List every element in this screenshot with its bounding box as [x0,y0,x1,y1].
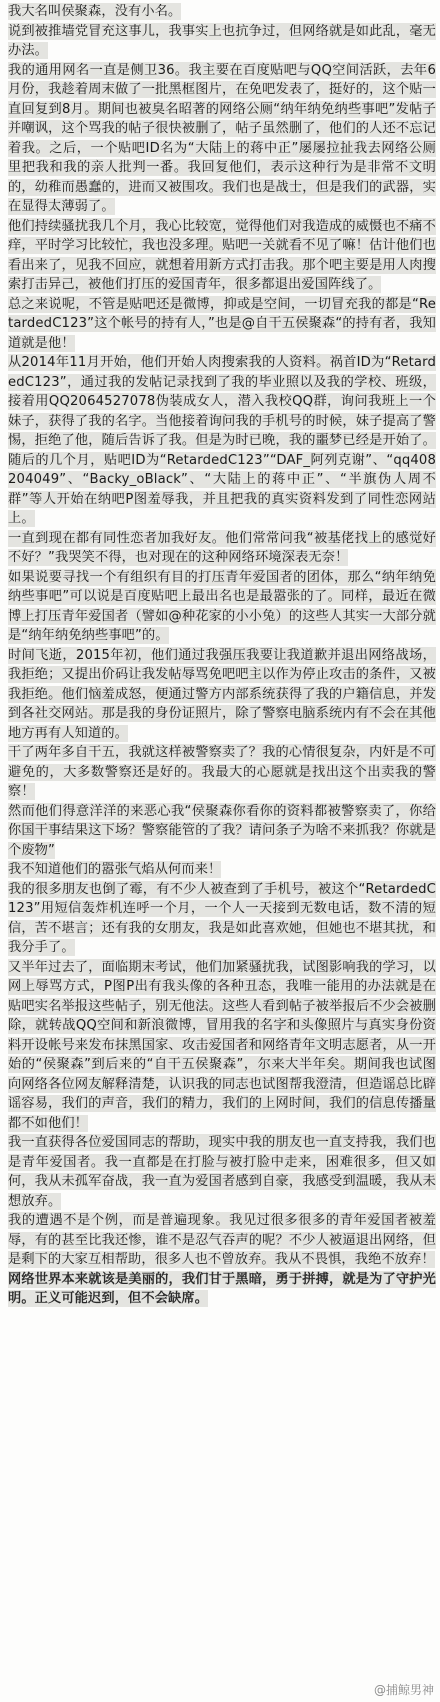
paragraph-12: 我不知道他们的嚣张气焰从何而来！ [8,862,222,877]
closing-statement: 网络世界本来就该是美丽的，我们甘于黑暗，勇于拼搏，就是为了守护光明。正义可能迟到，但不会缺席。 [8,1271,436,1306]
paragraph-1: 我大名叫侯聚森，没有小名。 [8,4,182,19]
paragraph-5: 总之来说呢，不管是贴吧还是微博，抑或是空间，一切冒充我的都是“RetardedC123”这个帐号的持有人，”也是@自干五侯聚森“的持有者，我知道就是他！ [8,296,436,351]
paragraph-15: 我一直获得各位爱国同志的帮助，现实中我的朋友也一直支持我，我们也是青年爱国者。我一直都是在打脸与被打脸中走来，困难很多，但又如何，我从未孤军奋战，我一直为爱国者感到自豪，我感受到温暖，我从未想放弃。 [8,1135,436,1209]
paragraph-6: 从2014年11月开始，他们开始人肉搜索我的人资料。祸首ID为“RetardedC123”，通过我的发帖记录找到了我的毕业照以及我的学校、班级，接着用QQ2064527078伪装成女人，潜入我校QQ群，询问我班上一个妹子，获得了我的名字。当他接着询问我的手机号的时候，妹子提高了警惕，拒绝了他，随后告诉了我。但是为时已晚，我的噩梦已经是开始了。随后的几个月，贴吧ID为“RetardedC123”“DAF_阿列克谢”、“qq408204049”、“Backy_oBlack”、“大陆上的蒋中正”、“半旗伪人周不群”等人开始在纳吧P图羞辱我，并且把我的真实资料发到了同性恋网站上。 [8,355,436,526]
paragraph-8: 如果说要寻找一个有组织有目的打压青年爱国者的团体，那么“纳年纳免纳些事吧”可以说是百度贴吧上最出名也是最嚣张的了。同样，最近在微博上打压青年爱国者（譬如@种花家的小小兔）的这些人其实一大部分就是“纳年纳免纳些事吧”的。 [8,569,436,643]
paragraph-4: 他们持续骚扰我几个月，我心比较宽，觉得他们对我造成的威慑也不痛不痒，平时学习比较忙，我也没多理。贴吧一关就看不见了嘛！估计他们也看出来了，见我不回应，就想着用新方式打击我。那个吧主要是用人肉搜索打击异己，被他们打压的爱国青年，很多都退出爱国阵线了。 [8,218,436,292]
paragraph-13: 我的很多朋友也倒了霉，有不少人被查到了手机号，被这个“RetardedC123”用短信轰炸机连呼一个月，一个人一天接到无数电话，数不清的短信，苦不堪言；还有我的女朋友，我是如此喜欢她，但她也不堪其扰，和我分手了。 [8,881,436,955]
paragraph-11: 然而他们得意洋洋的来恶心我“侯聚森你看你的资料都被警察卖了，你给你国干事结果这下场？警察能管的了我？请问条子为啥不来抓我？你就是个废物” [8,803,436,858]
paragraph-14: 又半年过去了，面临期末考试，他们加紧骚扰我，试图影响我的学习，以网上辱骂方式，P图P出有我头像的各种丑态，我唯一能用的办法就是在贴吧实名举报这些帖子，别无他法。这些人看到帖子被举报后不少会被删除，就转战QQ空间和新浪微博，冒用我的名字和头像照片与真实身份资料开设帐号来发布抹黑国家、攻击爱国者和网络青年文明志愿者，从一开始的“侯聚森”到后来的“自干五侯聚森”，尔来大半年矣。期间我也试图向网络各位网友解释清楚，认识我的同志也试图帮我澄清，但造谣总比辟谣容易，我们的声音，我们的精力，我们的上网时间，我们的信息传播量都不如他们！ [8,959,436,1131]
paragraph-2: 说到被推墙党冒充这事儿，我事实上也抗争过，但网络就是如此乱，毫无办法。 [8,23,436,58]
paragraph-16: 我的遭遇不是个例，而是普遍现象。我见过很多很多的青年爱国者被羞辱，有的甚至比我还惨，谁不是忍气吞声的呢？不少人被逼退出网络，但是剩下的大家互相帮助，很多人也不曾放弃。我从不畏惧，我绝不放弃！ [8,1213,436,1267]
paragraph-10: 干了两年多自干五，我就这样被警察卖了？我的心情很复杂，内奸是不可避免的，大多数警察还是好的。我最大的心愿就是找出这个出卖我的警察！ [8,745,436,799]
paragraph-9: 时间飞逝，2015年初，他们通过我强压我要让我道歉并退出网络战场，我拒绝；又提出价码让我发帖辱骂免吧吧主以作为停止攻击的条件，又被我拒绝。他们恼羞成怒，便通过警方内部系统获得了我的户籍信息，并发到各社交网站。那是我的身份证照片，除了警察电脑系统内有不会在其他地方再有人知道的。 [8,647,436,741]
paragraph-7: 一直到现在都有同性恋者加我好友。他们常常问我“被基佬找上的感觉好不好？”我哭笑不得，也对现在的这种网络环境深表无奈！ [8,530,436,565]
paragraph-3: 我的通用网名一直是侧卫36。我主要在百度贴吧与QQ空间活跃，去年6月份，我趁着周末做了一批黑框图片，在免吧发表了，挺好的，这个贴一直回复到8月。期间也被臭名昭著的网络公厕“纳年纳免纳些事吧”发帖子并嘲讽，这个骂我的帖子很快被删了，帖子虽然删了，他们的人还不忘记着我。之后，一个贴吧ID名为“大陆上的蒋中正”屡屡拉扯我去网络公厕里把我和我的亲人批判一番。我回复他们，表示这种行为是非常不文明的，幼稚而愚蠢的，进而又被围攻。我们也是战士，但是我们的武器，实在显得太薄弱了。 [8,62,436,214]
watermark: @捕鲸男神 [373,1683,434,1697]
